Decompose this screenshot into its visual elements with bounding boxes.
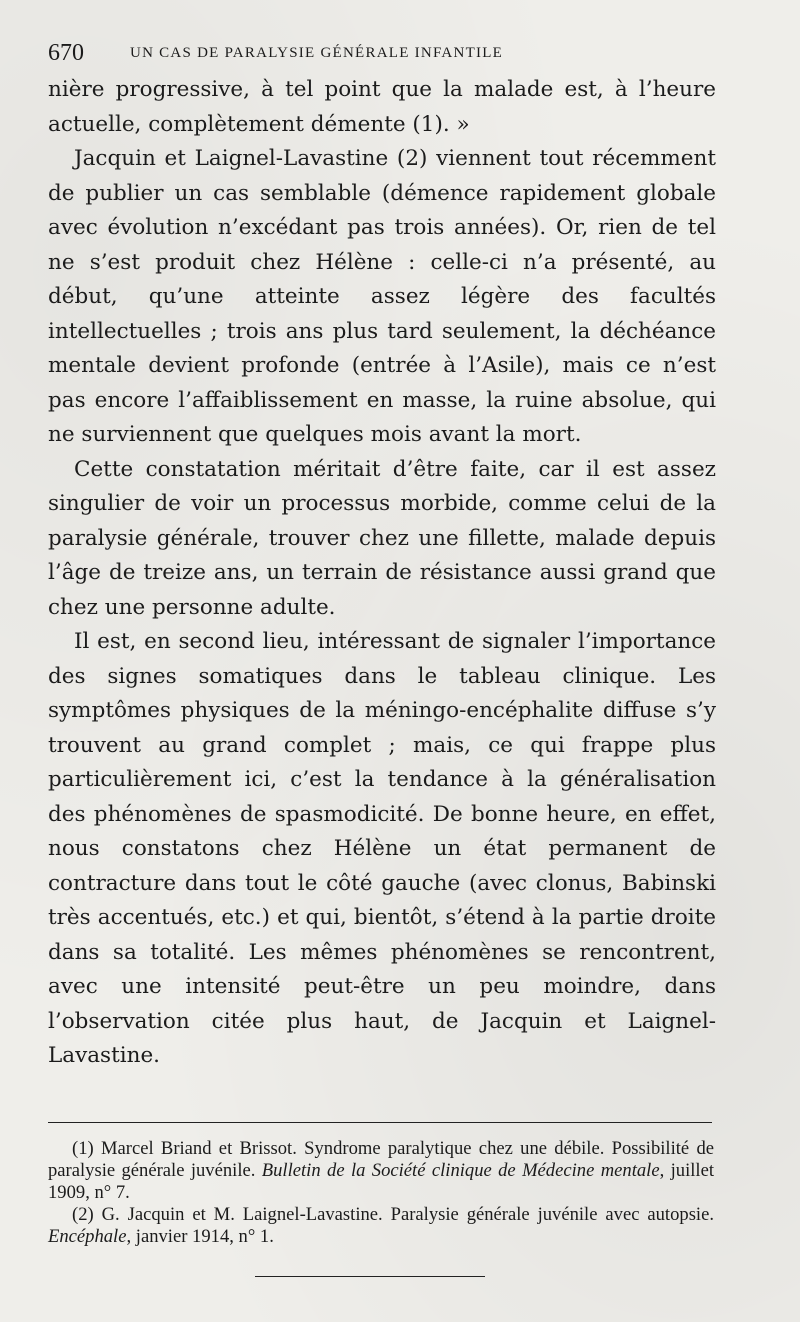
footnote-2-tail: , janvier 1914, n° 1. [126,1226,274,1247]
paragraph-2: Jacquin et Laignel-Lavastine (2) viennent tout récemment de publier un cas semblable (démence rapidement globale avec évolution n’excédant pas trois années). Or, rien de tel ne s’est produit chez Hélène : celle-ci n’a présenté, au début, qu’une atteinte assez légère des facultés intellectuelles ; trois ans plus tard seulement, la déchéance mentale devient profonde (entrée à l’Asile), mais ce n’est pas encore l’affaiblissement en masse, la ruine absolue, qui ne surviennent que quelques mois avant la mort. [48,146,716,447]
paragraph-4: Il est, en second lieu, intéressant de signaler l’importance des signes somatiques dans le tableau clinique. Les symptômes physiques de la méningo-encéphalite diffuse s’y trouvent au grand complet ; mais, ce qui frappe plus particulièrement ici, c’est la tendance à la généralisation des phénomènes de spasmodicité. De bonne heure, en effet, nous constatons chez Hélène un état permanent de contracture dans tout le côté gauche (avec clonus, Babinski très accentués, etc.) et qui, bientôt, s’étend à la partie droite dans sa totalité. Les mêmes phénomènes se rencontrent, avec une intensité peut-être un peu moindre, dans l’observation citée plus haut, de Jacquin et Laignel-Lavastine. [48,629,716,1068]
page-number: 670 [48,40,84,66]
footnote-1-journal-title: Bulletin de la Société clinique de Médecine mentale [261,1160,660,1181]
footnote-1-tail: , juillet 1909, n° 7. [48,1160,714,1203]
footnote-1 [48,1138,714,1204]
footnote-separator-rule [48,1122,712,1123]
footnote-1-text: (1) Marcel Briand et Brissot. Syndrome paralytique chez une débile. Possibilité de paralysie générale juvénile. [48,1138,714,1181]
paragraph-3: Cette constatation méritait d’être faite, car il est assez singulier de voir un processus morbide, comme celui de la paralysie générale, trouver chez une fillette, malade depuis l’âge de treize ans, un terrain de résistance aussi grand que chez une personne adulte. [48,456,716,620]
page-header [48,38,748,68]
bottom-rule [255,1276,485,1277]
footnotes [48,1138,714,1248]
paragraph-1: nière progressive, à tel point que la malade est, à l’heure actuelle, complètement démente (1). » [48,77,716,137]
footnote-2 [48,1204,714,1248]
footnote-2-text: (2) G. Jacquin et M. Laignel-Lavastine. Paralysie générale juvénile avec autopsie. [72,1204,714,1225]
running-head: UN CAS DE PARALYSIE GÉNÉRALE INFANTILE [130,45,504,61]
footnote-2-journal-title: Encéphale [48,1226,127,1247]
body-text [48,73,716,1074]
